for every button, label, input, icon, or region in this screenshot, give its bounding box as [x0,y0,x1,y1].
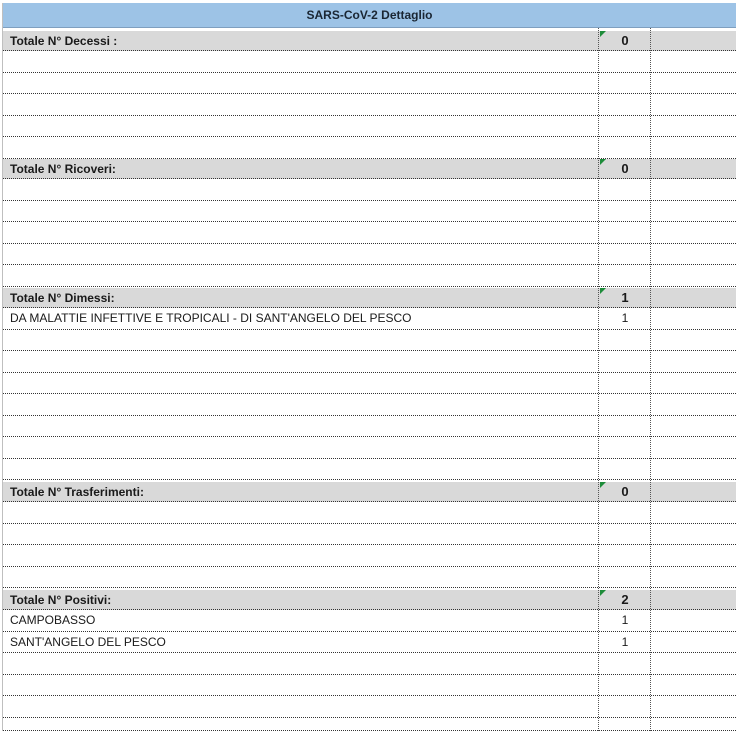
section-header-row[interactable] [3,31,736,51]
table-row[interactable] [3,244,736,266]
table-row[interactable] [3,459,736,481]
cell-comment-indicator-icon [600,590,606,596]
section-title: Totale N° Ricoveri: [10,161,116,176]
table-row[interactable] [3,437,736,459]
table-row[interactable] [3,718,736,731]
section-header-row[interactable] [3,288,736,308]
row-value: 1 [621,311,629,326]
table-row[interactable] [3,394,736,416]
table-row[interactable] [3,265,736,287]
table-row[interactable] [3,567,736,589]
section-title: Totale N° Dimessi: [10,290,115,305]
section-header-row[interactable] [3,159,736,179]
table-row[interactable] [3,222,736,244]
section-total: 0 [621,33,629,48]
table-row[interactable] [3,308,736,330]
section-total: 1 [621,290,629,305]
column-divider-right [650,28,651,731]
column-divider-left [598,28,599,731]
section-total: 0 [621,484,629,499]
table-row[interactable] [3,179,736,201]
cell-comment-indicator-icon [600,482,606,488]
section-header-row[interactable] [3,590,736,610]
table-row[interactable] [3,632,736,654]
section-total: 0 [621,161,629,176]
cell-comment-indicator-icon [600,31,606,37]
row-value: 1 [621,613,629,628]
table-row[interactable] [3,94,736,116]
section-header-row[interactable] [3,482,736,502]
cell-comment-indicator-icon [600,159,606,165]
table-row[interactable] [3,653,736,675]
table-row[interactable] [3,51,736,73]
table-row[interactable] [3,330,736,352]
table-row[interactable] [3,545,736,567]
section-title: Totale N° Trasferimenti: [10,484,144,499]
table-row[interactable] [3,524,736,546]
table-row[interactable] [3,73,736,95]
table-row[interactable] [3,201,736,223]
row-label: DA MALATTIE INFETTIVE E TROPICALI - DI SANT'ANGELO DEL PESCO [10,311,412,326]
table-row[interactable] [3,116,736,138]
row-label: CAMPOBASSO [10,613,96,628]
table-row[interactable] [3,502,736,524]
table-row[interactable] [3,416,736,438]
cell-comment-indicator-icon [600,288,606,294]
row-label: SANT'ANGELO DEL PESCO [10,634,166,649]
sheet-title: SARS-CoV-2 Dettaglio [3,3,736,28]
table-row[interactable] [3,137,736,159]
table-row[interactable] [3,696,736,718]
table-row[interactable] [3,373,736,395]
section-total: 2 [621,592,629,607]
row-value: 1 [621,634,629,649]
table-row[interactable] [3,675,736,697]
section-title: Totale N° Decessi : [10,33,118,48]
table-row[interactable] [3,351,736,373]
table-row[interactable] [3,610,736,632]
section-title: Totale N° Positivi: [10,592,112,607]
